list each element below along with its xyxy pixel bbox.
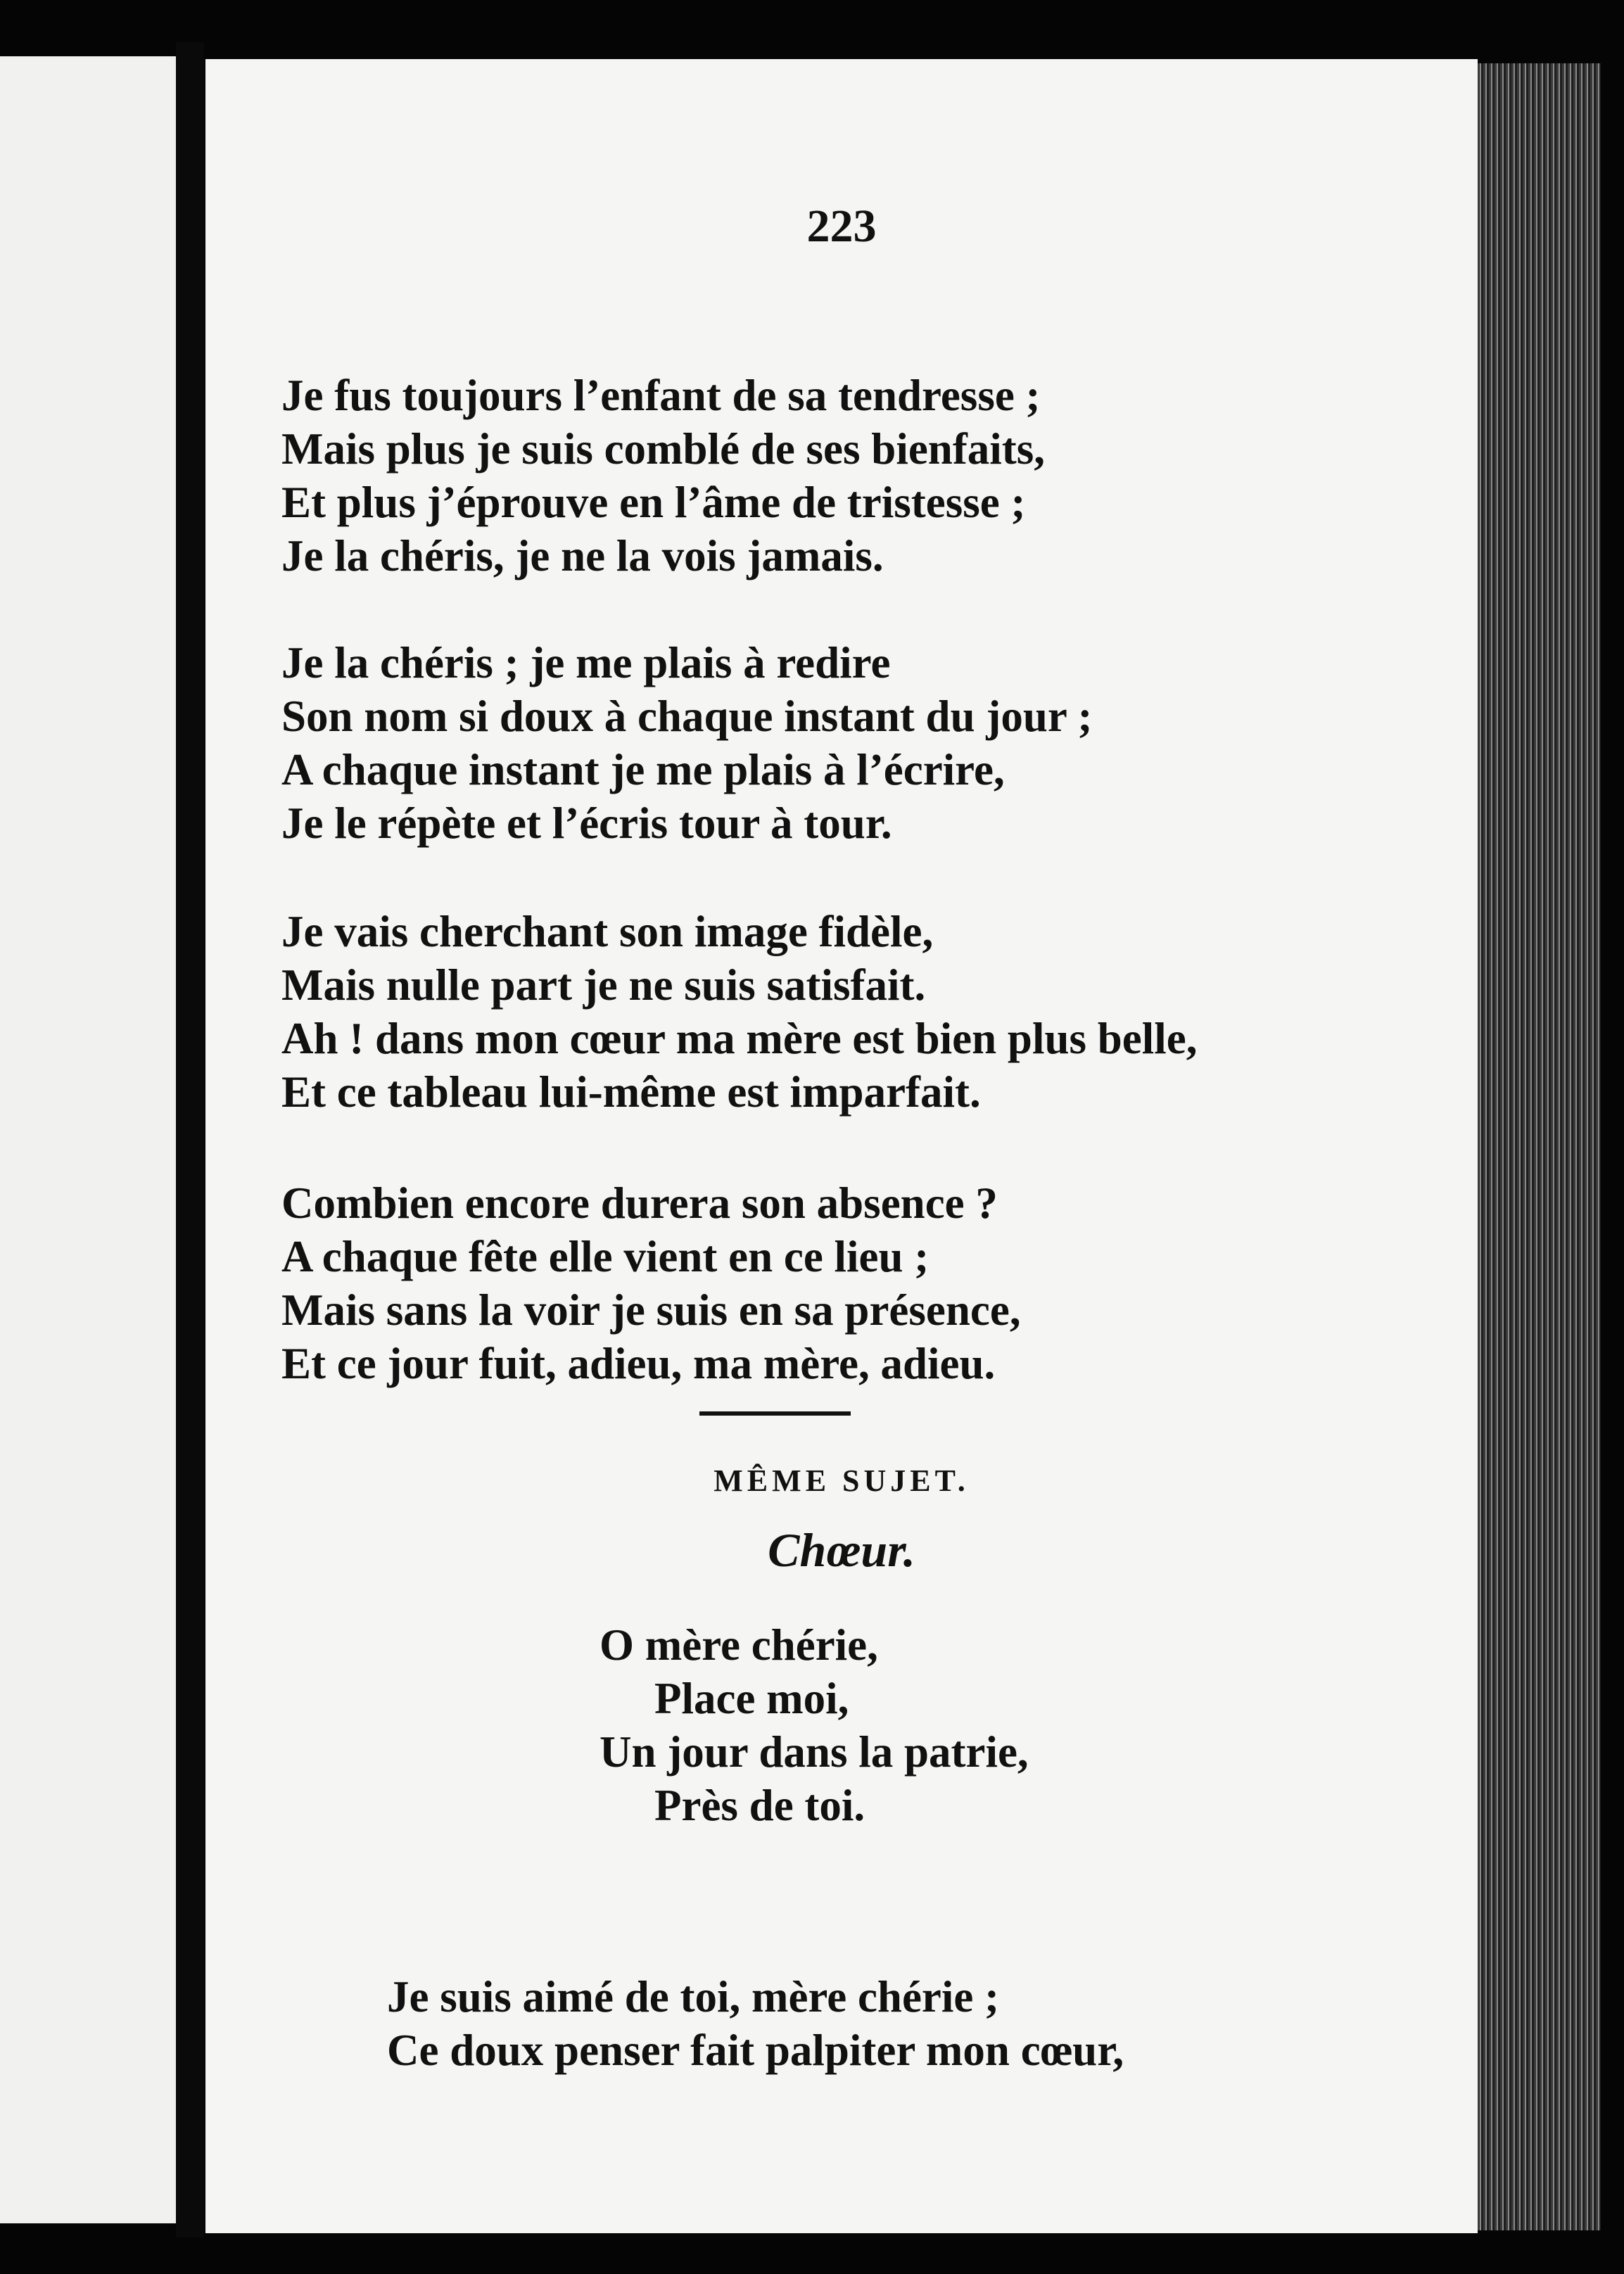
verse-line: Je suis aimé de toi, mère chérie ; [387, 1972, 1000, 2021]
chorus-line: O mère chérie, [600, 1620, 878, 1670]
stanza-2 [281, 636, 1092, 850]
verse-line: Combien encore durera son absence ? [281, 1179, 998, 1228]
verse-line: Son nom si doux à chaque instant du jour ; [281, 692, 1093, 741]
verse-line: Mais plus je suis comblé de ses bienfaits, [281, 424, 1046, 474]
chorus-line: Un jour dans la patrie, [600, 1727, 1029, 1777]
book-page [205, 59, 1478, 2233]
section-title: MÊME SUJET. [713, 1463, 970, 1498]
verse-line: Je la chéris ; je me plais à redire [281, 638, 891, 687]
verse-line: Et plus j’éprouve en l’âme de tristesse ; [281, 478, 1026, 527]
page-content [205, 59, 1478, 2233]
chorus-label: Chœur. [768, 1523, 915, 1577]
verse-line: A chaque instant je me plais à l’écrire, [281, 745, 1005, 794]
verse-line: Mais sans la voir je suis en sa présence, [281, 1285, 1021, 1335]
final-stanza [387, 1970, 1124, 2077]
stanza-1 [281, 369, 1045, 583]
verse-line: A chaque fête elle vient en ce lieu ; [281, 1232, 930, 1281]
verse-line: Je la chéris, je ne la vois jamais. [281, 531, 884, 580]
verse-line: Mais nulle part je ne suis satisfait. [281, 960, 926, 1010]
book-page-edges [1478, 63, 1601, 2230]
verse-line: Je le répète et l’écris tour à tour. [281, 799, 892, 848]
left-facing-page [0, 56, 176, 2223]
chorus-stanza [600, 1618, 1029, 1832]
section-divider-rule [699, 1411, 851, 1416]
verse-line: Et ce tableau lui-même est imparfait. [281, 1067, 981, 1117]
verse-line: Et ce jour fuit, adieu, ma mère, adieu. [281, 1339, 996, 1388]
chorus-line: Près de toi. [654, 1781, 865, 1830]
verse-line: Je fus toujours l’enfant de sa tendresse ; [281, 371, 1041, 420]
stanza-4 [281, 1176, 1021, 1390]
chorus-line: Place moi, [654, 1674, 849, 1723]
page-number: 223 [806, 201, 877, 252]
verse-line: Ce doux penser fait palpiter mon cœur, [387, 2026, 1124, 2075]
verse-line: Ah ! dans mon cœur ma mère est bien plus belle, [281, 1014, 1198, 1063]
book-gutter [176, 42, 204, 2237]
verse-line: Je vais cherchant son image fidèle, [281, 907, 934, 956]
stanza-3 [281, 905, 1197, 1119]
